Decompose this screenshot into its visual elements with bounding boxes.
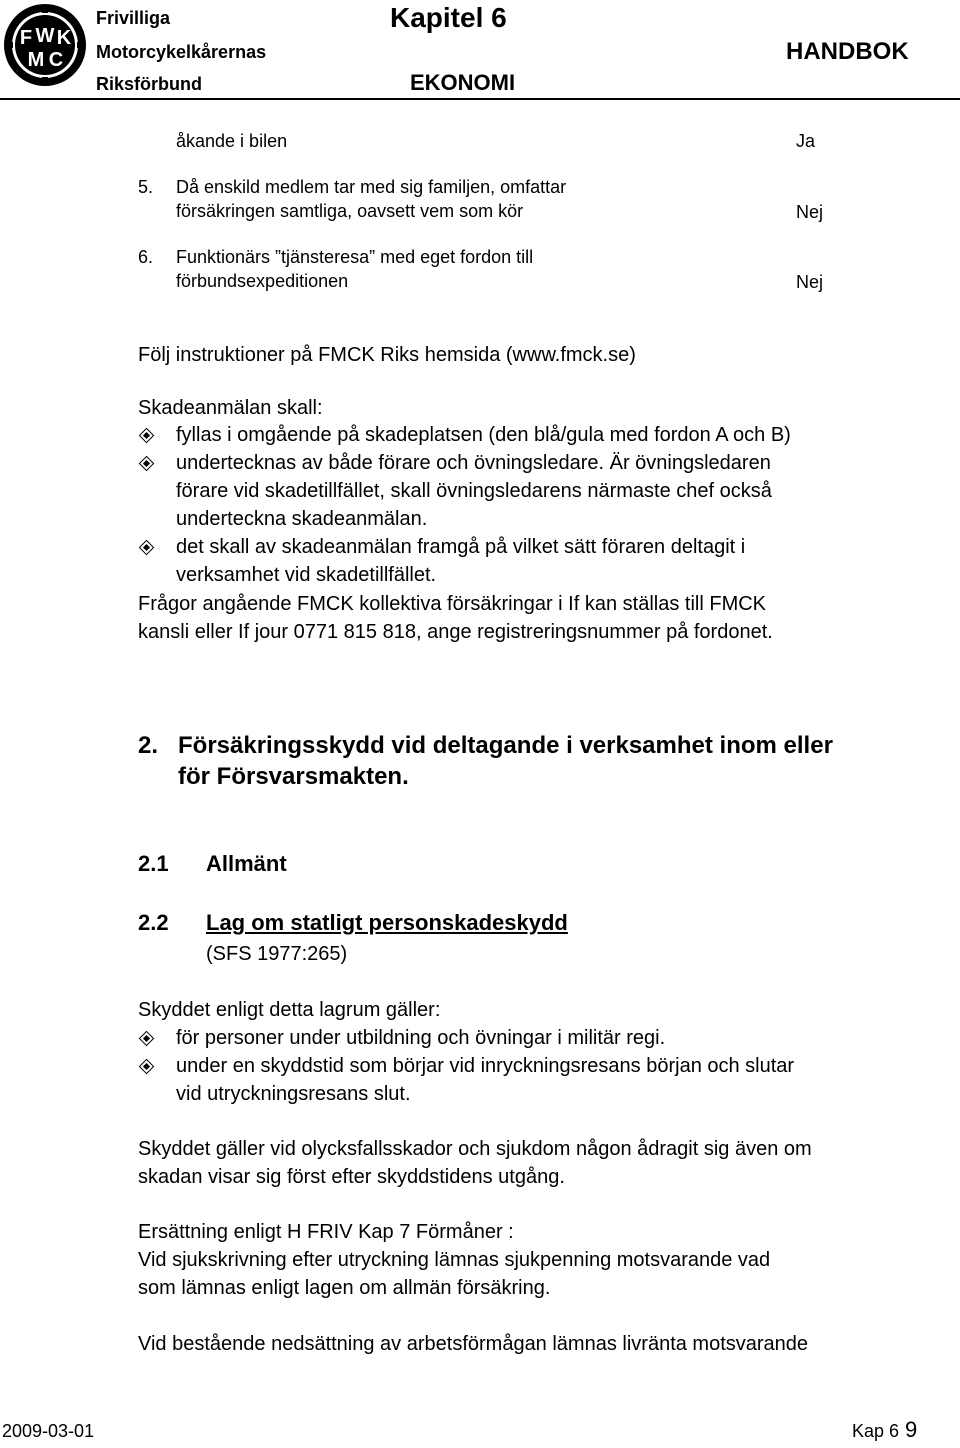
bullet-icon xyxy=(139,428,155,444)
paragraph-1-line2: skadan visar sig först efter skyddstidens utgång. xyxy=(138,1166,565,1188)
list-item-6-line1: Funktionärs ”tjänsteresa” med eget fordon till xyxy=(176,247,534,267)
chapter-title: Kapitel 6 xyxy=(390,2,507,33)
logo-letter-k: K xyxy=(56,27,72,49)
org-name-line3: Riksförbund xyxy=(96,74,202,94)
list-item-5-answer: Nej xyxy=(796,202,824,222)
section-2-number: 2. xyxy=(138,732,159,759)
follow-instructions: Följ instruktioner på FMCK Riks hemsida (www.fmck.se) xyxy=(138,344,636,366)
paragraph-2-line3: som lämnas enligt lagen om allmän försäkring. xyxy=(138,1277,551,1299)
footer-page-number: 9 xyxy=(905,1417,918,1442)
paragraph-3: Vid bestående nedsättning av arbetsförmågan lämnas livränta motsvarande xyxy=(138,1333,809,1355)
skade-bullet-3-line1: det skall av skadeanmälan framgå på vilket sätt föraren deltagit i xyxy=(176,536,746,558)
footer-date: 2009-03-01 xyxy=(2,1421,95,1441)
list-item-4-answer: Ja xyxy=(796,131,816,151)
fmck-logo xyxy=(2,2,88,88)
list-item-6-line2: förbundsexpeditionen xyxy=(176,271,349,291)
logo-letter-w: W xyxy=(35,25,55,47)
footer-chapter: Kap 6 xyxy=(852,1421,900,1441)
skade-bullet-2-line1: undertecknas av både förare och övningsledare. Är övningsledaren xyxy=(176,452,771,474)
logo-letter-f: F xyxy=(19,27,33,49)
skyddet-heading: Skyddet enligt detta lagrum gäller: xyxy=(138,999,441,1021)
doc-title: HANDBOK xyxy=(786,38,909,65)
skade-bullet-2-line2: förare vid skadetillfället, skall övningsledarens närmaste chef också xyxy=(176,480,772,502)
bullet-icon xyxy=(139,456,155,472)
list-item-6-answer: Nej xyxy=(796,272,824,292)
skyddet-bullet-2-line2: vid utryckningsresans slut. xyxy=(176,1083,411,1105)
header-divider xyxy=(0,98,960,100)
bullet-icon xyxy=(139,1031,155,1047)
section-2-heading-line1: Försäkringsskydd vid deltagande i verksamhet inom eller xyxy=(178,732,833,759)
skade-bullet-1: fyllas i omgående på skadeplatsen (den blå/gula med fordon A och B) xyxy=(176,424,791,446)
list-item-5-line1: Då enskild medlem tar med sig familjen, omfattar xyxy=(176,177,567,197)
paragraph-1-line1: Skyddet gäller vid olycksfallsskador och sjukdom någon ådragit sig även om xyxy=(138,1138,812,1160)
section-2-2-number: 2.2 xyxy=(138,910,169,935)
skyddet-bullet-1: för personer under utbildning och övningar i militär regi. xyxy=(176,1027,666,1049)
section-2-1-number: 2.1 xyxy=(138,851,169,876)
bullet-icon xyxy=(139,540,155,556)
paragraph-2-line1: Ersättning enligt H FRIV Kap 7 Förmåner : xyxy=(138,1221,514,1243)
list-item-4-tail: åkande i bilen xyxy=(176,131,288,151)
paragraph-2-line2: Vid sjukskrivning efter utryckning lämnas sjukpenning motsvarande vad xyxy=(138,1249,771,1271)
questions-line2: kansli eller If jour 0771 815 818, ange registreringsnummer på fordonet. xyxy=(138,621,773,643)
section-2-heading-line2: för Försvarsmakten. xyxy=(178,763,409,790)
sfs-reference: (SFS 1977:265) xyxy=(206,943,348,965)
section-title: EKONOMI xyxy=(410,70,516,95)
org-name-line1: Frivilliga xyxy=(96,8,171,28)
questions-line1: Frågor angående FMCK kollektiva försäkringar i If kan ställas till FMCK xyxy=(138,593,767,615)
section-2-1-heading: Allmänt xyxy=(206,851,287,876)
skade-bullet-2-line3: underteckna skadeanmälan. xyxy=(176,508,428,530)
logo-letter-c: C xyxy=(48,49,64,71)
list-item-5-line2: försäkringen samtliga, oavsett vem som kör xyxy=(176,201,524,221)
org-name-line2: Motorcykelkårernas xyxy=(96,42,267,62)
list-item-6-number: 6. xyxy=(138,247,154,267)
skade-bullet-3-line2: verksamhet vid skadetillfället. xyxy=(176,564,437,586)
skyddet-bullet-2-line1: under en skyddstid som börjar vid inryckningsresans början och slutar xyxy=(176,1055,795,1077)
bullet-icon xyxy=(139,1059,155,1075)
skade-heading: Skadeanmälan skall: xyxy=(138,397,323,419)
list-item-5-number: 5. xyxy=(138,177,154,197)
logo-letter-m: M xyxy=(27,49,45,71)
section-2-2-heading: Lag om statligt personskadeskydd xyxy=(206,910,568,935)
